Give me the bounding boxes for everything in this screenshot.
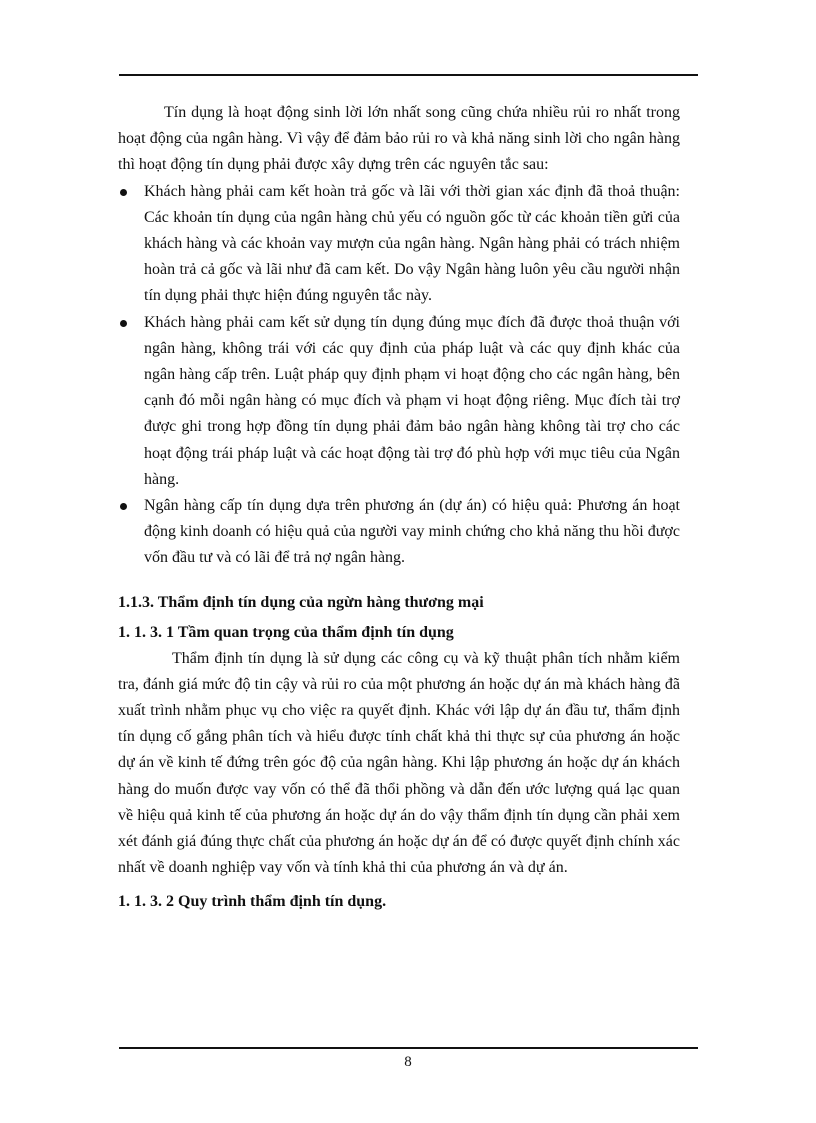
section-heading-1-1-3-1: 1. 1. 3. 1 Tầm quan trọng của thẩm định tín dụng [118, 623, 454, 641]
intro-paragraph: Tín dụng là hoạt động sinh lời lớn nhất song cũng chứa nhiều rủi ro nhất trong hoạt động của ngân hàng. Vì vậy để đảm bảo rủi ro và khả năng sinh lời cho ngân hàng thì hoạt động tín dụng phải được xây dựng trên các nguyên tắc sau: [118, 104, 680, 174]
list-item [118, 310, 680, 493]
bullet-icon [120, 189, 127, 196]
section-heading-1-1-3-2: 1. 1. 3. 2 Quy trình thẩm định tín dụng. [118, 893, 387, 911]
bullet-icon [120, 320, 127, 327]
list-item-text: Khách hàng phải cam kết hoàn trả gốc và lãi với thời gian xác định đã thoả thuận: Các khoản tín dụng của ngân hàng chủ yếu có nguồn gốc từ các khoản tiền gửi của khách hàng và các khoản vay mượn của ngân hàng. Ngân hàng phải có trách nhiệm hoàn trả cả gốc và lãi như đã cam kết. Do vậy Ngân hàng luôn yêu cầu người nhận tín dụng phải thực hiện đúng nguyên tắc này. [144, 182, 680, 305]
page-number: 8 [404, 1054, 412, 1070]
list-item [118, 179, 680, 310]
header-rule [119, 74, 698, 76]
principles-list [118, 179, 680, 572]
page-body [118, 100, 680, 915]
appraisal-importance-paragraph: Thẩm định tín dụng là sử dụng các công cụ và kỹ thuật phân tích nhằm kiểm tra, đánh giá mức độ tin cậy và rủi ro của một phương án hoặc dự án mà khách hàng đã xuất trình nhằm phục vụ cho việc ra quyết định. Khác với lập dự án đầu tư, thẩm định tín dụng cố gắng phân tích và hiểu được tính chất khả thi thực sự của phương án hoặc dự án về kinh tế đứng trên góc độ của ngân hàng. Khi lập phương án hoặc dự án khách hàng do muốn được vay vốn có thể đã thổi phồng và dẫn đến ước lượng quá lạc quan về hiệu quả kinh tế của phương án hoặc dự án do vậy thẩm định tín dụng cần phải xem xét đánh giá đúng thực chất của phương án hoặc dự án để có được quyết định chính xác nhất về doanh nghiệp vay vốn và tính khả thi của phương án và dự án. [118, 649, 680, 877]
list-item-text: Ngân hàng cấp tín dụng dựa trên phương án (dự án) có hiệu quả: Phương án hoạt động kinh doanh có hiệu quả của người vay minh chứng cho khả năng thu hồi được vốn đầu tư và có lãi để trả nợ ngân hàng. [144, 497, 680, 567]
footer-rule [119, 1047, 698, 1049]
list-item [118, 493, 680, 572]
bullet-icon [120, 503, 127, 510]
list-item-text: Khách hàng phải cam kết sử dụng tín dụng đúng mục đích đã được thoả thuận với ngân hàng, không trái với các quy định của pháp luật và các quy định khác của ngân hàng cấp trên. Luật pháp quy định phạm vi hoạt động cho các ngân hàng, bên cạnh đó mỗi ngân hàng có mục đích và phạm vi hoạt động riêng. Mục đích tài trợ được ghi trong hợp đồng tín dụng phải đảm bảo ngân hàng không tài trợ cho các hoạt động trái pháp luật và các hoạt động tài trợ đó phù hợp với mục tiêu của Ngân hàng. [144, 313, 680, 488]
section-heading-1-1-3: 1.1.3. Thẩm định tín dụng của ngừn hàng thương mại [118, 593, 484, 611]
